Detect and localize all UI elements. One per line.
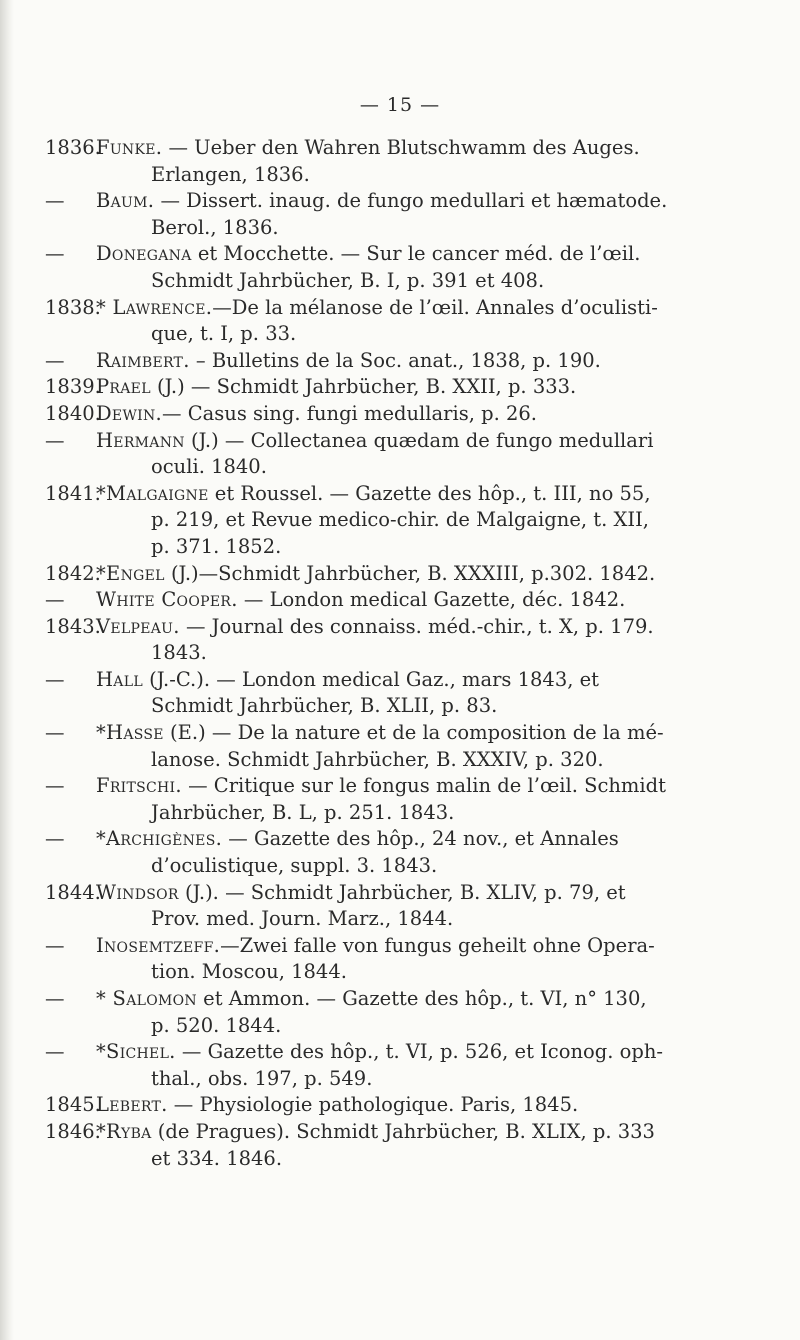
entry-year: — (45, 721, 65, 745)
entry-author: Velpeau. (96, 614, 180, 638)
bibliography-entry (45, 561, 760, 588)
bibliography-list (45, 135, 760, 1172)
entry-reference: — Gazette des hôp., t. VI, p. 526, et Iconog. oph- thal., obs. 197, p. 549. (151, 1040, 664, 1090)
bibliography-entry (45, 614, 760, 667)
entry-author: Fritschi. (96, 774, 182, 798)
entry-citation (96, 933, 760, 986)
entry-citation (96, 135, 760, 188)
entry-year: — (45, 428, 65, 452)
entry-year: 1841. (45, 481, 101, 505)
entry-year: 1843. (45, 614, 101, 638)
entry-citation (96, 295, 760, 348)
entry-reference: (J.-C.). — London medical Gaz., mars 1843, et Schmidt Jahrbücher, B. XLII, p. 83. (149, 667, 600, 718)
entry-reference: — Ueber den Wahren Blutschwamm des Auges. Erlangen, 1836. (151, 136, 640, 186)
entry-reference: — Journal des connaiss. méd.-chir., t. X, p. 179. 1843. (151, 614, 654, 665)
entry-author: *Malgaigne (96, 481, 209, 505)
entry-year: — (45, 1040, 65, 1064)
bibliography-entry (45, 826, 760, 879)
entry-year: 1838. (45, 295, 101, 319)
bibliography-entry (45, 720, 760, 773)
entry-reference: (J.). — Schmidt Jahrbücher, B. XLIV, p. 79, et Prov. med. Journ. Marz., 1844. (151, 880, 626, 931)
entry-reference: et Roussel. — Gazette des hôp., t. III, no 55, p. 219, et Revue medico-chir. de Malgaigne, t. XII, p. 371. 1852. (151, 481, 651, 558)
entry-citation (96, 880, 760, 933)
entry-reference: (J.)—Schmidt Jahrbücher, B. XXXIII, p.302. 1842. (164, 561, 656, 585)
entry-citation (96, 401, 760, 428)
entry-year: — (45, 189, 65, 213)
entry-year: — (45, 588, 65, 612)
bibliography-entry (45, 428, 760, 481)
entry-reference: (de Pragues). Schmidt Jahrbücher, B. XLIX, p. 333 et 334. 1846. (151, 1119, 655, 1170)
entry-reference: et Ammon. — Gazette des hôp., t. VI, n° 130, p. 520. 1844. (151, 987, 647, 1037)
entry-year: 1836. (45, 136, 101, 159)
entry-reference: — London medical Gazette, déc. 1842. (237, 588, 626, 612)
entry-author: Windsor (96, 880, 179, 904)
entry-author: *Sichel. (96, 1040, 176, 1064)
entry-reference: — Casus sing. fungi medullaris, p. 26. (162, 401, 538, 425)
entry-author: Hermann (96, 428, 185, 452)
entry-reference: — Dissert. inaug. de fungo medullari et hæmatode. Berol., 1836. (151, 189, 668, 239)
entry-citation (96, 1092, 760, 1119)
entry-year: 1844. (45, 880, 101, 904)
entry-author: White Cooper. (96, 588, 238, 612)
bibliography-entry (45, 348, 760, 375)
bibliography-entry (45, 986, 760, 1039)
entry-year: 1839. (45, 375, 101, 399)
entry-citation (96, 1119, 760, 1172)
bibliography-entry (45, 295, 760, 348)
entry-reference: — Critique sur le fongus malin de l’œil. Schmidt Jahrbücher, B. L, p. 251. 1843. (151, 774, 666, 824)
entry-citation (96, 720, 760, 773)
bibliography-entry (45, 481, 760, 561)
entry-author: Raimbert. (96, 348, 190, 372)
entry-reference: – Bulletins de la Soc. anat., 1838, p. 190. (189, 348, 601, 372)
entry-author: Baum. (96, 189, 155, 213)
bibliography-entry (45, 241, 760, 294)
entry-author: Lebert. (96, 1093, 168, 1117)
bibliography-entry (45, 374, 760, 401)
entry-year: — (45, 667, 65, 691)
bibliography-entry (45, 1092, 760, 1119)
entry-author: Prael (96, 375, 151, 399)
bibliography-entry (45, 1039, 760, 1092)
entry-reference: —Zwei falle von fungus geheilt ohne Opera- tion. Moscou, 1844. (151, 933, 655, 984)
entry-author: Inosemtzeff. (96, 933, 221, 957)
bibliography-entry (45, 773, 760, 826)
entry-citation (96, 826, 760, 879)
entry-citation (96, 1039, 760, 1092)
entry-citation (96, 241, 760, 294)
entry-year: — (45, 242, 65, 266)
entry-year: — (45, 348, 65, 372)
entry-author: *Engel (96, 561, 165, 585)
entry-citation (96, 374, 760, 401)
entry-author: Hall (96, 667, 143, 691)
entry-author: *Ryba (96, 1119, 152, 1143)
entry-year: — (45, 827, 65, 851)
entry-citation (96, 348, 760, 375)
entry-reference: — Physiologie pathologique. Paris, 1845. (167, 1093, 579, 1117)
entry-author: Funke. (96, 136, 163, 159)
entry-citation (96, 481, 760, 561)
entry-reference: et Mocchette. — Sur le cancer méd. de l’œil. Schmidt Jahrbücher, B. I, p. 391 et 408. (151, 242, 641, 292)
entry-reference: — Gazette des hôp., 24 nov., et Annales d’oculistique, suppl. 3. 1843. (151, 827, 619, 878)
entry-author: * Lawrence. (96, 295, 213, 319)
entry-author: *Archigènes. (96, 827, 223, 851)
bibliography-entry (45, 933, 760, 986)
entry-citation (96, 667, 760, 720)
entry-year: 1845. (45, 1093, 101, 1117)
entry-author: Donegana (96, 242, 192, 266)
entry-citation (96, 587, 760, 614)
bibliography-entry (45, 880, 760, 933)
entry-author: Dewin. (96, 401, 163, 425)
entry-citation (96, 188, 760, 241)
entry-author: *Hasse (96, 721, 164, 745)
bibliography-entry (45, 401, 760, 428)
entry-reference: (E.) — De la nature et de la composition de la mé- lanose. Schmidt Jahrbücher, B. XXXIV, p. 320. (151, 721, 664, 771)
bibliography-entry (45, 667, 760, 720)
entry-reference: (J.) — Collectanea quædam de fungo medullari oculi. 1840. (151, 428, 654, 479)
entry-reference: (J.) — Schmidt Jahrbücher, B. XXII, p. 333. (150, 375, 577, 399)
entry-year: — (45, 774, 65, 798)
entry-year: 1846. (45, 1119, 101, 1143)
entry-year: — (45, 933, 65, 957)
bibliography-entry (45, 1119, 760, 1172)
page-number: — 15 — (359, 94, 441, 116)
entry-citation (96, 614, 760, 667)
entry-citation (96, 561, 760, 588)
bibliography-entry (45, 587, 760, 614)
entry-citation (96, 773, 760, 826)
bibliography-entry (45, 188, 760, 241)
entry-citation (96, 986, 760, 1039)
entry-year: 1842. (45, 561, 101, 585)
bibliography-entry (45, 135, 760, 188)
entry-year: 1840. (45, 401, 101, 425)
entry-citation (96, 428, 760, 481)
entry-year: — (45, 987, 65, 1010)
entry-reference: —De la mélanose de l’œil. Annales d’oculisti- que, t. I, p. 33. (151, 295, 658, 346)
entry-author: * Salomon (96, 987, 197, 1010)
